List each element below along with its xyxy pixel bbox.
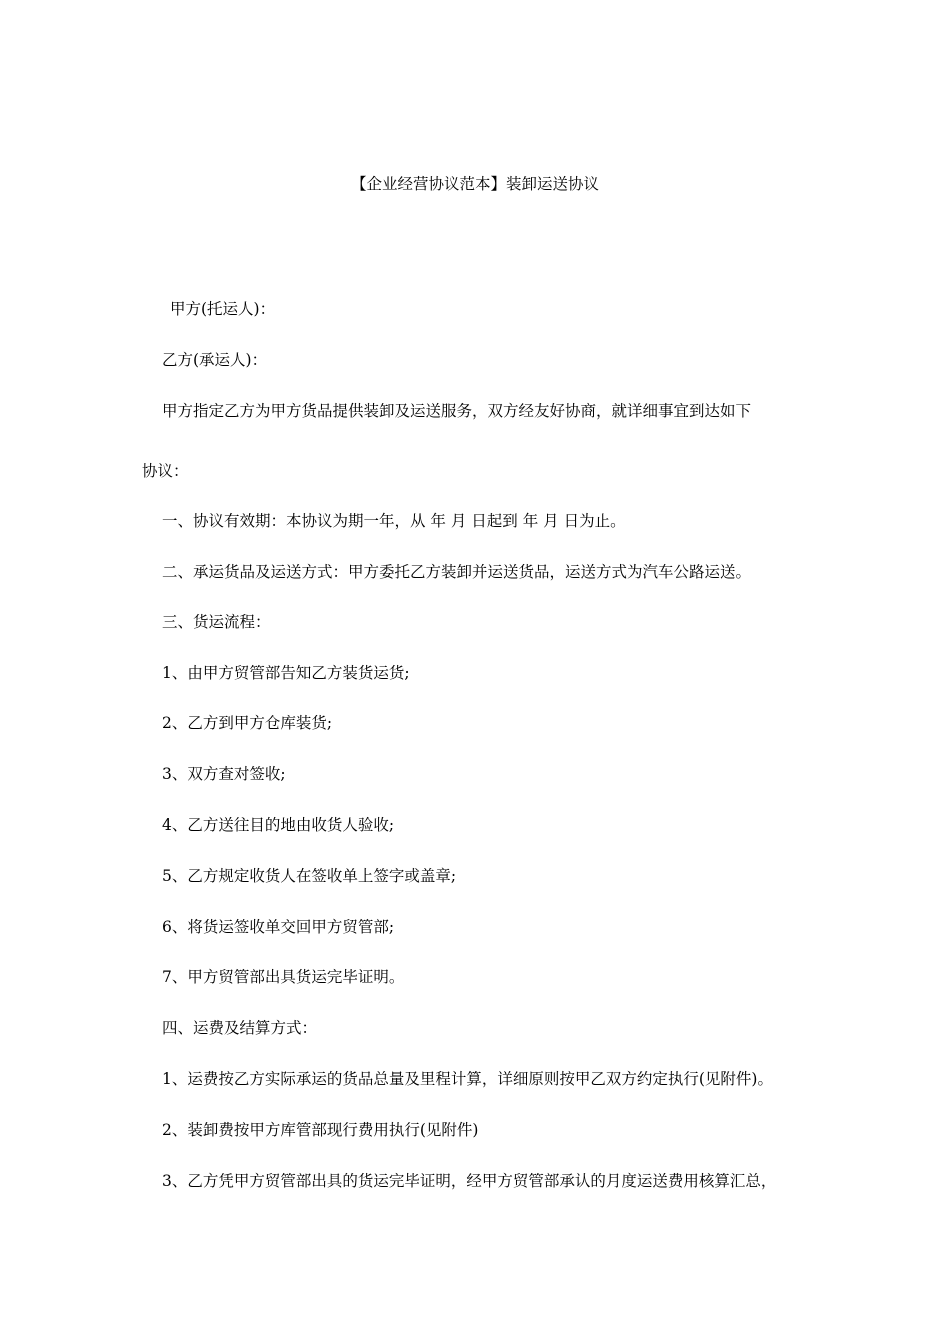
- payment-item: 3、乙方凭甲方贸管部出具的货运完毕证明，经甲方贸管部承认的月度运送费用核算汇总，: [162, 1172, 777, 1190]
- process-step: 4、乙方送往目的地由收货人验收;: [162, 816, 395, 834]
- intro-paragraph-line-1: 甲方指定乙方为甲方货品提供装卸及运送服务，双方经友好协商，就详细事宜到达如下: [162, 402, 752, 420]
- document-title: 【企业经营协议范本】装卸运送协议: [350, 175, 599, 193]
- clause-payment-heading: 四、运费及结算方式：: [162, 1019, 318, 1037]
- clause-term: 一、协议有效期：本协议为期一年，从 年 月 日起到 年 月 日为止。: [162, 512, 626, 530]
- process-step: 7、甲方贸管部出具货运完毕证明。: [162, 968, 405, 986]
- process-step: 3、双方查对签收;: [162, 765, 286, 783]
- payment-item: 1、运费按乙方实际承运的货品总量及里程计算，详细原则按甲乙双方约定执行(见附件)。: [162, 1070, 773, 1088]
- intro-paragraph-line-2: 协议：: [142, 462, 189, 480]
- process-step: 2、乙方到甲方仓库装货;: [162, 714, 333, 732]
- party-b-line: 乙方(承运人)：: [162, 351, 268, 369]
- payment-item: 2、装卸费按甲方库管部现行费用执行(见附件): [162, 1121, 479, 1139]
- party-a-line: 甲方(托运人)：: [170, 300, 276, 318]
- clause-goods-transport: 二、承运货品及运送方式：甲方委托乙方装卸并运送货品，运送方式为汽车公路运送。: [162, 563, 752, 581]
- process-step: 1、由甲方贸管部告知乙方装货运货;: [162, 664, 410, 682]
- process-step: 5、乙方规定收货人在签收单上签字或盖章;: [162, 867, 457, 885]
- process-step: 6、将货运签收单交回甲方贸管部;: [162, 918, 395, 936]
- clause-process-heading: 三、货运流程：: [162, 613, 271, 631]
